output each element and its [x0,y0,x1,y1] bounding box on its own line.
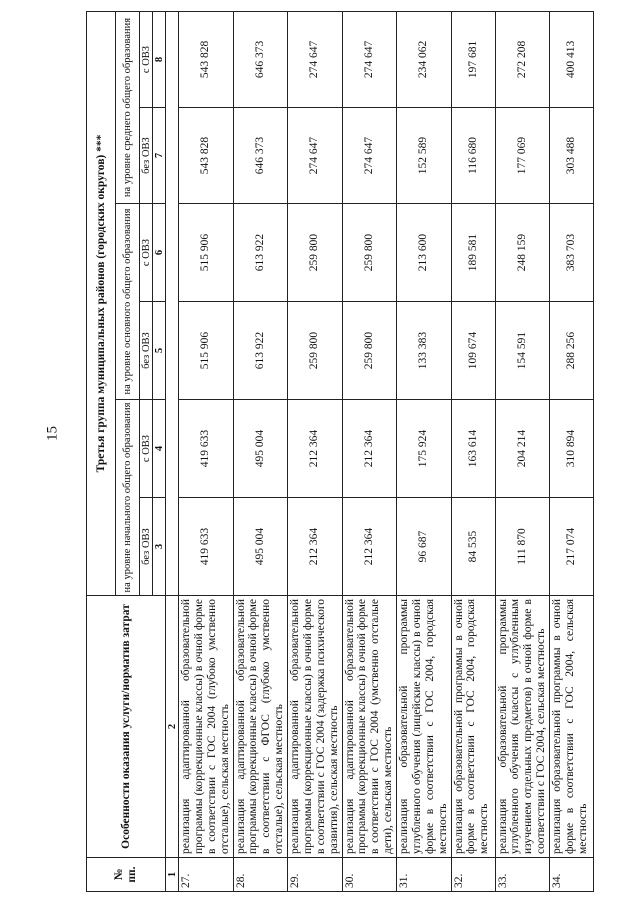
column-number: 3 [153,498,166,596]
column-number: 6 [153,204,166,302]
cost-value: 152 589 [397,108,452,204]
row-number: 27. [179,858,234,892]
cost-value: 274 647 [342,108,397,204]
row-number: 33. [495,858,550,892]
cost-value: 515 906 [179,204,234,302]
cost-value: 259 800 [288,204,343,302]
cost-value: 212 364 [288,400,343,498]
column-number: 8 [153,11,166,107]
cost-value: 212 364 [342,498,397,596]
cost-value: 419 633 [179,498,234,596]
cost-value: 495 004 [233,498,288,596]
cost-value: 204 214 [495,400,550,498]
row-number: 31. [397,858,452,892]
table-body [179,11,594,891]
col-desc-header: Особенности оказания услуги/норматив затрат [87,596,166,858]
cost-value: 177 069 [495,108,550,204]
cost-value: 543 828 [179,108,234,204]
cost-value: 515 906 [179,302,234,400]
column-number: 2 [166,596,179,858]
row-description: реализация образовательной программы в очной форме в соответствии с ГОС 2004, городская местность [451,596,495,858]
sub-header: без ОВЗ [140,498,153,596]
table-row [550,11,594,891]
cost-value: 197 681 [451,11,495,107]
cost-value: 175 924 [397,400,452,498]
cost-value: 646 373 [233,11,288,107]
sub-header: с ОВЗ [140,11,153,107]
cost-value: 288 256 [550,302,594,400]
row-number: 29. [288,858,343,892]
row-number: 28. [233,858,288,892]
cost-value: 495 004 [233,400,288,498]
cost-value: 303 488 [550,108,594,204]
table-row [179,11,234,891]
cost-value: 213 600 [397,204,452,302]
cost-value: 111 870 [495,498,550,596]
table-row [451,11,495,891]
cost-value: 259 800 [342,302,397,400]
cost-norms-table [86,11,594,892]
cost-value: 109 674 [451,302,495,400]
sub-header: без ОВЗ [140,108,153,204]
cost-value: 84 535 [451,498,495,596]
cost-value: 248 159 [495,204,550,302]
row-description: реализация образовательной программы в очной форме в соответствии с ГОС 2004, сельская местность [550,596,594,858]
sub-header: с ОВЗ [140,400,153,498]
cost-value: 613 922 [233,302,288,400]
cost-value: 419 633 [179,400,234,498]
cost-value: 154 591 [495,302,550,400]
sub-header: с ОВЗ [140,204,153,302]
cost-value: 543 828 [179,11,234,107]
cost-value: 646 373 [233,108,288,204]
table-row [495,11,550,891]
cost-value: 400 413 [550,11,594,107]
cost-value: 212 364 [288,498,343,596]
row-description: реализация образовательной программы углубленного обучения (лицейские классы) в очной форме в соответствии с ГОС 2004, городская местность [397,596,452,858]
row-description: реализация адаптированной образовательной программы (коррекционные классы) в очной форме в соответствии с ГОС 2004 (задержка психического развития), сельская местность [288,596,343,858]
cost-value: 274 647 [342,11,397,107]
table-row [397,11,452,891]
cost-value: 259 800 [288,302,343,400]
row-description: реализация адаптированной образовательной программы (коррекционные классы) в очной форме в соответствии с ГОС 2004 (глубоко умственно отсталые), сельская местность [179,596,234,858]
row-number: 32. [451,858,495,892]
cost-value: 116 680 [451,108,495,204]
cost-value: 613 922 [233,204,288,302]
cost-value: 272 208 [495,11,550,107]
group-header: Третья группа муниципальных районов (городских округов) *** [87,11,116,595]
column-number: 4 [153,400,166,498]
row-description: реализация адаптированной образовательной программы (коррекционные классы) в очной форме в соответствии с ФГОС (глубоко умственно отсталые), сельская местность [233,596,288,858]
cost-value: 274 647 [288,108,343,204]
row-number: 30. [342,858,397,892]
table-row [233,11,288,891]
cost-value: 259 800 [342,204,397,302]
cost-value: 234 062 [397,11,452,107]
rotated-table-container [86,12,589,892]
cost-value: 96 687 [397,498,452,596]
level-header-secondary: на уровне среднего общего образования [116,11,140,203]
row-number: 34. [550,858,594,892]
cost-value: 133 383 [397,302,452,400]
level-header-basic: на уровне основного общего образования [116,204,140,400]
cost-value: 212 364 [342,400,397,498]
column-number: 1 [166,858,179,892]
column-number: 7 [153,108,166,204]
table-row [342,11,397,891]
cost-value: 163 614 [451,400,495,498]
cost-value: 189 581 [451,204,495,302]
row-description: реализация образовательной программы углубленного обучения (классы с углубленным изучением отдельных предметов) в очной форме в соответствии с ГОС 2004, сельская местность [495,596,550,858]
column-number: 5 [153,302,166,400]
cost-value: 217 074 [550,498,594,596]
sub-header: без ОВЗ [140,302,153,400]
row-description: реализация адаптированной образовательной программы (коррекционные классы) в очной форме в соответствии с ГОС 2004 (умственно отсталые дети), сельская местность [342,596,397,858]
col-num-header: № пп. [87,858,166,892]
column-number-spacer [166,11,179,595]
page-number: 15 [44,426,61,441]
cost-value: 383 703 [550,204,594,302]
cost-value: 310 894 [550,400,594,498]
cost-value: 274 647 [288,11,343,107]
table-row [288,11,343,891]
level-header-primary: на уровне начального общего образования [116,400,140,596]
